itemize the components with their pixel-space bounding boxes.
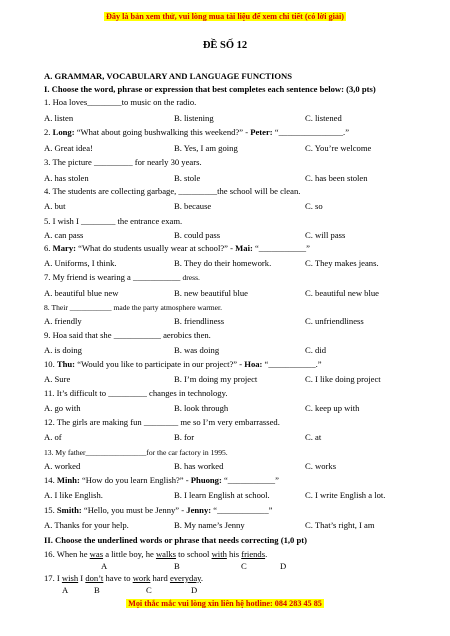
q11-stem: 11. It’s difficult to _________ changes in technology.	[44, 388, 228, 398]
q4-option-a[interactable]: A. but	[44, 201, 66, 211]
q17-letter-d: D	[191, 585, 198, 595]
q10-stem: 10. Thu: “Would you like to participate in our project?” - Hoa: “___________.”	[44, 359, 322, 369]
q2-speaker-1: Long:	[52, 127, 75, 137]
q6-option-b[interactable]: B. They do their homework.	[174, 258, 272, 268]
q17-underline-d[interactable]: everyday	[169, 573, 201, 583]
q12-option-b[interactable]: B. for	[174, 432, 195, 442]
q16-letter-c: C	[241, 561, 247, 571]
part1-instruction: I. Choose the word, phrase or expression that best completes each sentence below: (3,0 pts)	[44, 84, 376, 94]
q17-letter-b: B	[94, 585, 100, 595]
q2-option-b[interactable]: B. Yes, I am going	[174, 143, 238, 153]
q16-underline-a[interactable]: was	[89, 549, 104, 559]
q10-option-b[interactable]: B. I’m doing my project	[174, 374, 258, 384]
q6-stem: 6. Mary: “What do students usually wear at school?” - Mai: “___________”	[44, 243, 310, 253]
q16-sentence: 16. When he was a little boy, he walks to school with his friends.	[44, 549, 268, 559]
q3-stem: 3. The picture _________ for nearly 30 years.	[44, 157, 202, 167]
q14-option-c[interactable]: C. I write English a lot.	[305, 490, 386, 500]
q17-underline-b[interactable]: don’t	[85, 573, 104, 583]
q12-option-c[interactable]: C. at	[305, 432, 322, 442]
hotline-banner-text: Mọi thắc mắc vui lòng xin liên hệ hotline: 084 283 45 85	[128, 599, 322, 608]
q15-stem: 15. Smith: “Hello, you must be Jenny” - Jenny: “____________”	[44, 505, 273, 515]
q9-option-c[interactable]: C. did	[305, 345, 327, 355]
q6-speaker-1: Mary:	[52, 243, 76, 253]
hotline-banner	[0, 599, 450, 608]
q16-letter-b: B	[174, 561, 180, 571]
q2-stem: 2. Long: “What about going bushwalking this weekend?” - Peter: “_______________.”	[44, 127, 350, 137]
q8-stem: 8. Their ___________ made the party atmosphere warmer.	[44, 303, 223, 312]
q10-option-c[interactable]: C. I like doing project	[305, 374, 381, 384]
q17-letter-c: C	[146, 585, 152, 595]
q7-option-a[interactable]: A. beautiful blue new	[44, 288, 119, 298]
q10-option-a[interactable]: A. Sure	[44, 374, 71, 384]
q9-option-a[interactable]: A. is doing	[44, 345, 82, 355]
q17-underline-a[interactable]: wish	[61, 573, 79, 583]
q15-option-c[interactable]: C. That’s right, I am	[305, 520, 375, 530]
q17-letter-a: A	[62, 585, 69, 595]
q6-speaker-2: Mai:	[235, 243, 253, 253]
q17-underline-c[interactable]: work	[132, 573, 151, 583]
q10-speaker-2: Hoa:	[244, 359, 263, 369]
q14-speaker-2: Phuong:	[190, 475, 222, 485]
q15-speaker-1: Smith:	[56, 505, 82, 515]
q15-speaker-2: Jenny:	[186, 505, 212, 515]
q6-option-c[interactable]: C. They makes jeans.	[305, 258, 379, 268]
q16-underline-d[interactable]: friends	[241, 549, 266, 559]
q9-option-b[interactable]: B. was doing	[174, 345, 220, 355]
q16-letter-a: A	[101, 561, 108, 571]
q3-option-c[interactable]: C. has been stolen	[305, 173, 368, 183]
q13-option-b[interactable]: B. has worked	[174, 461, 224, 471]
exam-title: ĐỀ SỐ 12	[202, 40, 248, 51]
part2-instruction: II. Choose the underlined words or phrase that needs correcting (1,0 pt)	[44, 535, 307, 545]
q14-speaker-1: Minh:	[56, 475, 80, 485]
q5-option-b[interactable]: B. could pass	[174, 230, 221, 240]
q13-option-a[interactable]: A. worked	[44, 461, 81, 471]
q5-option-a[interactable]: A. can pass	[44, 230, 84, 240]
q12-stem: 12. The girls are making fun ________ me so I’m very embarrassed.	[44, 417, 280, 427]
q12-option-a[interactable]: A. of	[44, 432, 62, 442]
q4-option-b[interactable]: B. because	[174, 201, 212, 211]
q11-option-c[interactable]: C. keep up with	[305, 403, 360, 413]
q13-option-c[interactable]: C. works	[305, 461, 337, 471]
q3-option-a[interactable]: A. has stolen	[44, 173, 89, 183]
q16-underline-b[interactable]: walks	[155, 549, 177, 559]
q14-option-b[interactable]: B. I learn English at school.	[174, 490, 270, 500]
q15-option-a[interactable]: A. Thanks for your help.	[44, 520, 129, 530]
q7-option-c[interactable]: C. beautiful new blue	[305, 288, 379, 298]
q2-option-c[interactable]: C. You’re welcome	[305, 143, 372, 153]
q1-stem: 1. Hoa loves________to music on the radio.	[44, 97, 197, 107]
preview-banner-text: Đây là bản xem thử, vui lòng mua tài liệu để xem chi tiết (có lời giải)	[105, 12, 344, 21]
q16-underline-c[interactable]: with	[211, 549, 227, 559]
q10-speaker-1: Thu:	[56, 359, 76, 369]
q5-stem: 5. I wish I ________ the entrance exam.	[44, 216, 183, 226]
q13-stem: 13. My father________________for the car factory in 1995.	[44, 448, 228, 457]
q6-option-a[interactable]: A. Uniforms, I think.	[44, 258, 117, 268]
q1-option-a[interactable]: A. listen	[44, 113, 74, 123]
q1-option-b[interactable]: B. listening	[174, 113, 214, 123]
q4-stem: 4. The students are collecting garbage, _________the school will be clean.	[44, 186, 301, 196]
q14-option-a[interactable]: A. I like English.	[44, 490, 103, 500]
q2-option-a[interactable]: A. Great idea!	[44, 143, 93, 153]
section-a-heading: A. GRAMMAR, VOCABULARY AND LANGUAGE FUNCTIONS	[44, 71, 293, 81]
q8-option-c[interactable]: C. unfriendliness	[305, 316, 364, 326]
q9-stem: 9. Hoa said that she ___________ aerobics then.	[44, 330, 211, 340]
q15-option-b[interactable]: B. My name’s Jenny	[174, 520, 245, 530]
q7-stem: 7. My friend is wearing a ___________ dress.	[44, 272, 200, 282]
q11-option-a[interactable]: A. go with	[44, 403, 81, 413]
q2-speaker-2: Peter:	[250, 127, 273, 137]
q16-letter-d: D	[280, 561, 287, 571]
q8-option-a[interactable]: A. friendly	[44, 316, 82, 326]
q14-stem: 14. Minh: “How do you learn English?” - Phuong: “___________”	[44, 475, 279, 485]
q7-option-b[interactable]: B. new beautiful blue	[174, 288, 248, 298]
preview-banner	[0, 12, 450, 21]
q3-option-b[interactable]: B. stole	[174, 173, 201, 183]
q17-sentence: 17. I wish I don’t have to work hard everyday.	[44, 573, 204, 583]
q4-option-c[interactable]: C. so	[305, 201, 323, 211]
q11-option-b[interactable]: B. look through	[174, 403, 229, 413]
q5-option-c[interactable]: C. will pass	[305, 230, 346, 240]
q1-option-c[interactable]: C. listened	[305, 113, 342, 123]
q8-option-b[interactable]: B. friendliness	[174, 316, 225, 326]
